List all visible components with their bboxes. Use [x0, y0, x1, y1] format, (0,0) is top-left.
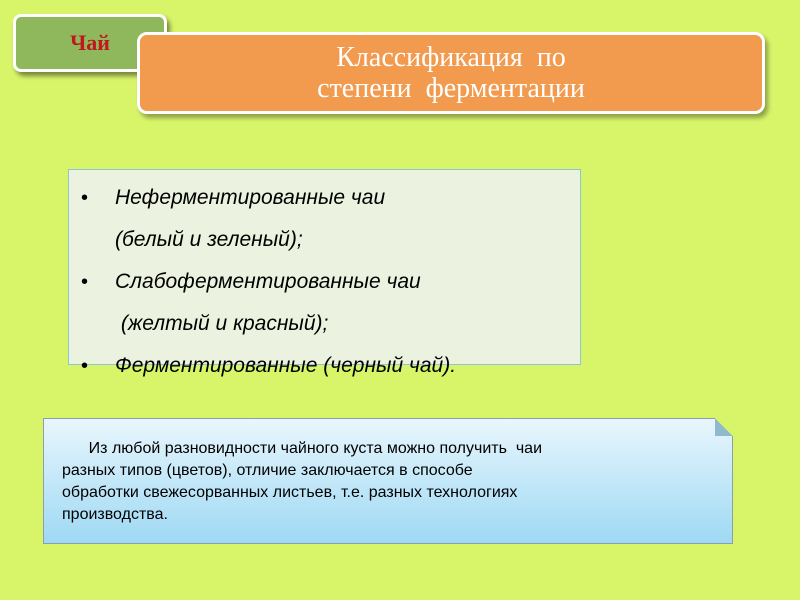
list-item	[81, 261, 580, 303]
tag-label: Чай	[70, 30, 110, 55]
list-item-text: Слабоферментированные чаи	[115, 270, 421, 293]
bullet-icon: •	[81, 354, 89, 377]
bullet-icon: •	[81, 270, 89, 293]
list-item-continuation	[81, 303, 580, 345]
list-item-text: Ферментированные (черный чай).	[115, 354, 457, 377]
folded-corner-icon	[715, 418, 733, 436]
bullet-icon: •	[81, 186, 89, 209]
title-banner	[137, 32, 765, 114]
list-item-text: (желтый и красный);	[115, 312, 329, 335]
title-line-1: Классификация по	[336, 42, 566, 73]
note-line: Из любой разновидности чайного куста можно получить чаи	[62, 440, 543, 457]
list-item	[81, 177, 580, 219]
list-item-text: (белый и зеленый);	[115, 228, 303, 251]
title-line-2: степени ферментации	[317, 73, 585, 104]
note-line: обработки свежесорванных листьев, т.е. разных технологиях	[62, 484, 518, 501]
note-line: разных типов (цветов), отличие заключается в способе	[62, 462, 473, 479]
list-item-continuation	[81, 219, 580, 261]
note-text	[62, 438, 702, 526]
list-item	[81, 345, 580, 387]
note-line: производства.	[62, 506, 168, 523]
classification-list	[68, 169, 581, 377]
list-item-text: Неферментированные чаи	[115, 186, 386, 209]
